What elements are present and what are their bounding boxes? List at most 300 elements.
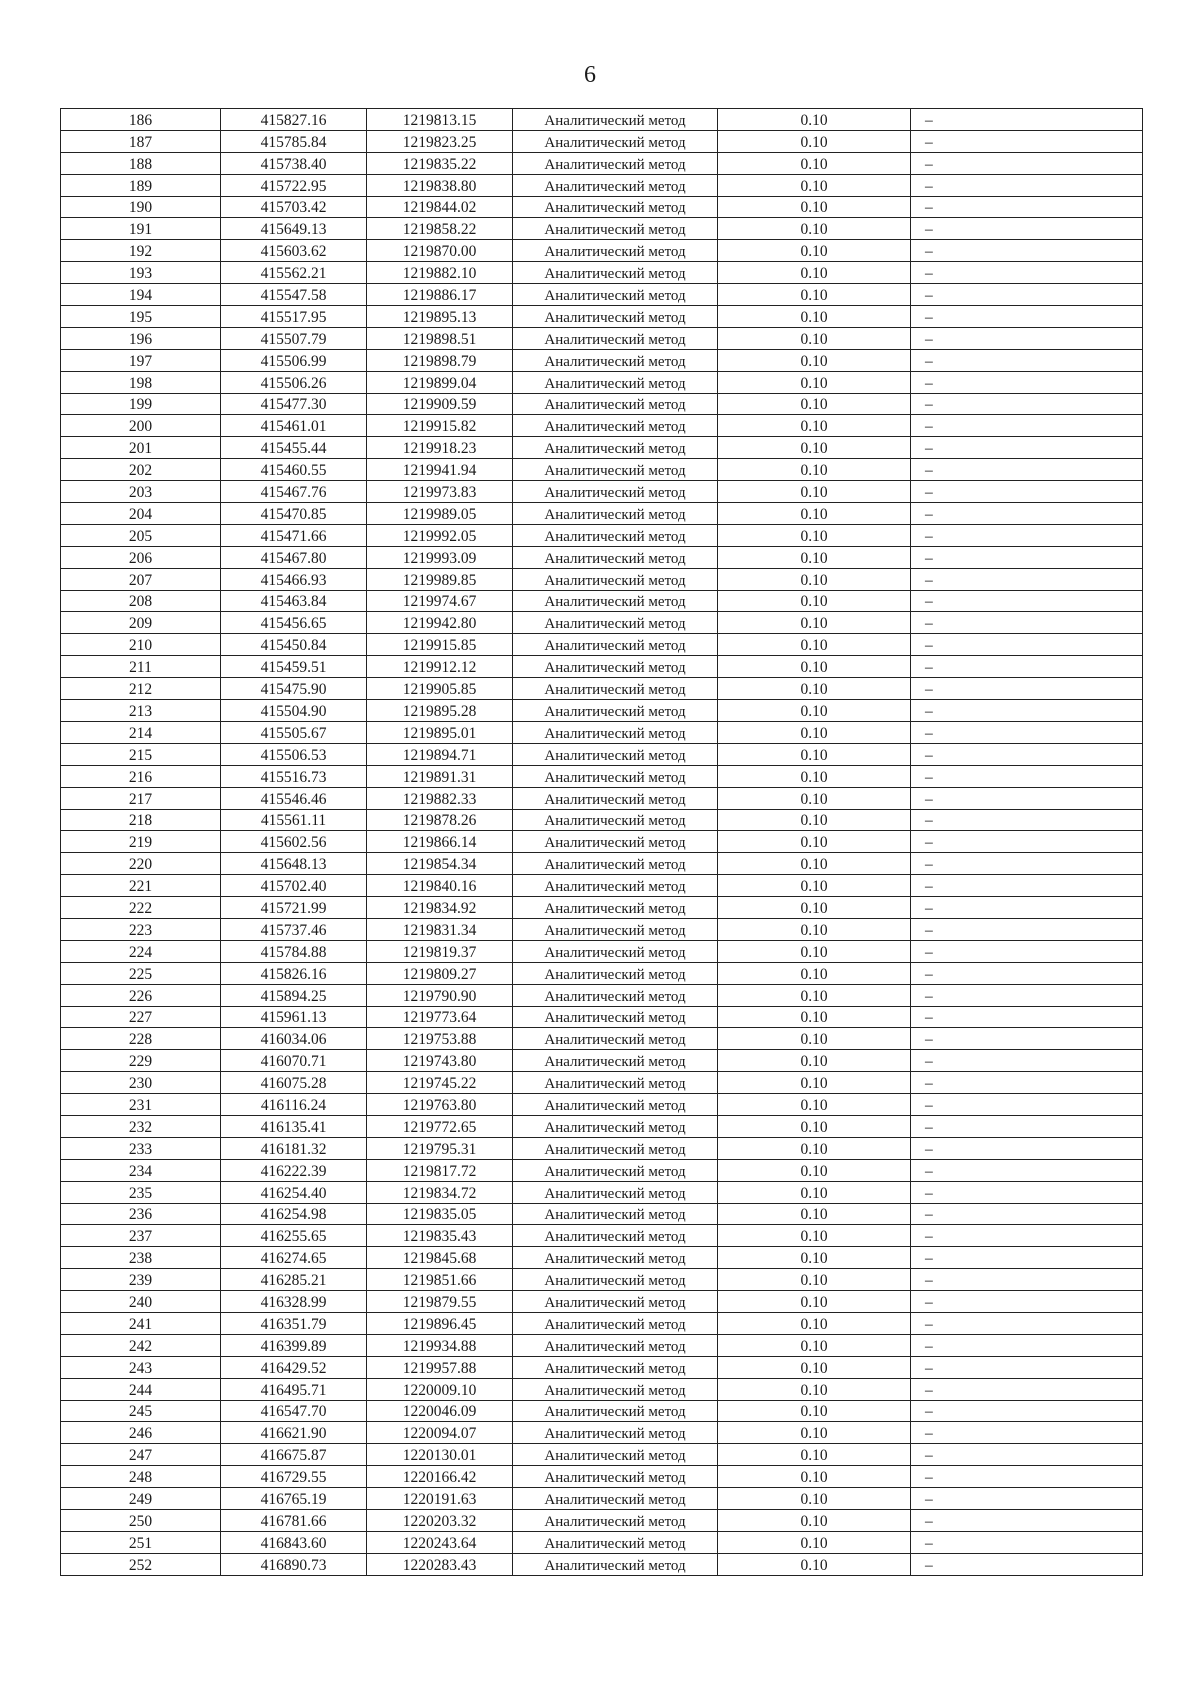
note-cell: – xyxy=(911,1050,1143,1072)
point-number-cell: 219 xyxy=(61,831,221,853)
note-cell: – xyxy=(911,546,1143,568)
note-cell: – xyxy=(911,109,1143,131)
note-cell: – xyxy=(911,1072,1143,1094)
accuracy-cell: 0.10 xyxy=(718,1094,911,1116)
method-cell: Аналитический метод xyxy=(513,218,718,240)
y-coordinate-cell: 1219941.94 xyxy=(367,459,513,481)
accuracy-cell: 0.10 xyxy=(718,787,911,809)
method-cell: Аналитический метод xyxy=(513,306,718,328)
table-row xyxy=(61,787,1143,809)
accuracy-cell: 0.10 xyxy=(718,437,911,459)
method-cell: Аналитический метод xyxy=(513,1094,718,1116)
x-coordinate-cell: 415450.84 xyxy=(221,634,367,656)
y-coordinate-cell: 1219894.71 xyxy=(367,743,513,765)
note-cell: – xyxy=(911,1531,1143,1553)
method-cell: Аналитический метод xyxy=(513,1378,718,1400)
accuracy-cell: 0.10 xyxy=(718,962,911,984)
point-number-cell: 236 xyxy=(61,1203,221,1225)
point-number-cell: 208 xyxy=(61,590,221,612)
point-number-cell: 251 xyxy=(61,1531,221,1553)
method-cell: Аналитический метод xyxy=(513,1510,718,1532)
point-number-cell: 225 xyxy=(61,962,221,984)
point-number-cell: 211 xyxy=(61,656,221,678)
page-number: 6 xyxy=(584,62,596,88)
accuracy-cell: 0.10 xyxy=(718,1028,911,1050)
point-number-cell: 195 xyxy=(61,306,221,328)
accuracy-cell: 0.10 xyxy=(718,1006,911,1028)
x-coordinate-cell: 415461.01 xyxy=(221,415,367,437)
x-coordinate-cell: 416285.21 xyxy=(221,1269,367,1291)
table-row xyxy=(61,743,1143,765)
x-coordinate-cell: 416116.24 xyxy=(221,1094,367,1116)
accuracy-cell: 0.10 xyxy=(718,700,911,722)
method-cell: Аналитический метод xyxy=(513,1488,718,1510)
point-number-cell: 190 xyxy=(61,196,221,218)
y-coordinate-cell: 1219891.31 xyxy=(367,765,513,787)
x-coordinate-cell: 415649.13 xyxy=(221,218,367,240)
accuracy-cell: 0.10 xyxy=(718,897,911,919)
point-number-cell: 224 xyxy=(61,940,221,962)
y-coordinate-cell: 1219918.23 xyxy=(367,437,513,459)
point-number-cell: 209 xyxy=(61,612,221,634)
note-cell: – xyxy=(911,1488,1143,1510)
note-cell: – xyxy=(911,1181,1143,1203)
table-row xyxy=(61,1312,1143,1334)
x-coordinate-cell: 415702.40 xyxy=(221,875,367,897)
accuracy-cell: 0.10 xyxy=(718,546,911,568)
table-row xyxy=(61,349,1143,371)
point-number-cell: 186 xyxy=(61,109,221,131)
method-cell: Аналитический метод xyxy=(513,1028,718,1050)
y-coordinate-cell: 1220243.64 xyxy=(367,1531,513,1553)
x-coordinate-cell: 416034.06 xyxy=(221,1028,367,1050)
x-coordinate-cell: 415459.51 xyxy=(221,656,367,678)
accuracy-cell: 0.10 xyxy=(718,765,911,787)
x-coordinate-cell: 416254.98 xyxy=(221,1203,367,1225)
point-number-cell: 252 xyxy=(61,1553,221,1575)
table-row xyxy=(61,1466,1143,1488)
y-coordinate-cell: 1219790.90 xyxy=(367,984,513,1006)
coordinates-table xyxy=(60,108,1143,1576)
point-number-cell: 228 xyxy=(61,1028,221,1050)
method-cell: Аналитический метод xyxy=(513,853,718,875)
x-coordinate-cell: 415471.66 xyxy=(221,524,367,546)
point-number-cell: 231 xyxy=(61,1094,221,1116)
method-cell: Аналитический метод xyxy=(513,1356,718,1378)
note-cell: – xyxy=(911,1137,1143,1159)
accuracy-cell: 0.10 xyxy=(718,1488,911,1510)
x-coordinate-cell: 416181.32 xyxy=(221,1137,367,1159)
accuracy-cell: 0.10 xyxy=(718,524,911,546)
x-coordinate-cell: 415737.46 xyxy=(221,918,367,940)
x-coordinate-cell: 415504.90 xyxy=(221,700,367,722)
point-number-cell: 198 xyxy=(61,371,221,393)
y-coordinate-cell: 1219974.67 xyxy=(367,590,513,612)
y-coordinate-cell: 1219993.09 xyxy=(367,546,513,568)
table-row xyxy=(61,656,1143,678)
table-row xyxy=(61,634,1143,656)
point-number-cell: 233 xyxy=(61,1137,221,1159)
y-coordinate-cell: 1219957.88 xyxy=(367,1356,513,1378)
note-cell: – xyxy=(911,809,1143,831)
x-coordinate-cell: 415517.95 xyxy=(221,306,367,328)
x-coordinate-cell: 416843.60 xyxy=(221,1531,367,1553)
accuracy-cell: 0.10 xyxy=(718,678,911,700)
accuracy-cell: 0.10 xyxy=(718,327,911,349)
method-cell: Аналитический метод xyxy=(513,590,718,612)
y-coordinate-cell: 1220130.01 xyxy=(367,1444,513,1466)
y-coordinate-cell: 1219844.02 xyxy=(367,196,513,218)
table-row xyxy=(61,196,1143,218)
accuracy-cell: 0.10 xyxy=(718,349,911,371)
table-row xyxy=(61,371,1143,393)
accuracy-cell: 0.10 xyxy=(718,1291,911,1313)
table-row xyxy=(61,1203,1143,1225)
x-coordinate-cell: 415516.73 xyxy=(221,765,367,787)
y-coordinate-cell: 1219896.45 xyxy=(367,1312,513,1334)
accuracy-cell: 0.10 xyxy=(718,568,911,590)
point-number-cell: 202 xyxy=(61,459,221,481)
y-coordinate-cell: 1219912.12 xyxy=(367,656,513,678)
note-cell: – xyxy=(911,787,1143,809)
y-coordinate-cell: 1219838.80 xyxy=(367,174,513,196)
point-number-cell: 226 xyxy=(61,984,221,1006)
point-number-cell: 218 xyxy=(61,809,221,831)
table-row xyxy=(61,1422,1143,1444)
method-cell: Аналитический метод xyxy=(513,1269,718,1291)
note-cell: – xyxy=(911,1444,1143,1466)
accuracy-cell: 0.10 xyxy=(718,262,911,284)
table-row xyxy=(61,306,1143,328)
point-number-cell: 245 xyxy=(61,1400,221,1422)
table-row xyxy=(61,130,1143,152)
table-row xyxy=(61,546,1143,568)
note-cell: – xyxy=(911,875,1143,897)
table-row xyxy=(61,1510,1143,1532)
y-coordinate-cell: 1220046.09 xyxy=(367,1400,513,1422)
y-coordinate-cell: 1219905.85 xyxy=(367,678,513,700)
point-number-cell: 222 xyxy=(61,897,221,919)
point-number-cell: 189 xyxy=(61,174,221,196)
note-cell: – xyxy=(911,1203,1143,1225)
accuracy-cell: 0.10 xyxy=(718,1334,911,1356)
method-cell: Аналитический метод xyxy=(513,349,718,371)
accuracy-cell: 0.10 xyxy=(718,459,911,481)
x-coordinate-cell: 415562.21 xyxy=(221,262,367,284)
y-coordinate-cell: 1219915.85 xyxy=(367,634,513,656)
note-cell: – xyxy=(911,524,1143,546)
point-number-cell: 204 xyxy=(61,503,221,525)
point-number-cell: 247 xyxy=(61,1444,221,1466)
point-number-cell: 223 xyxy=(61,918,221,940)
note-cell: – xyxy=(911,918,1143,940)
method-cell: Аналитический метод xyxy=(513,721,718,743)
x-coordinate-cell: 416781.66 xyxy=(221,1510,367,1532)
method-cell: Аналитический метод xyxy=(513,1072,718,1094)
accuracy-cell: 0.10 xyxy=(718,1466,911,1488)
x-coordinate-cell: 415826.16 xyxy=(221,962,367,984)
accuracy-cell: 0.10 xyxy=(718,1203,911,1225)
note-cell: – xyxy=(911,1422,1143,1444)
method-cell: Аналитический метод xyxy=(513,809,718,831)
x-coordinate-cell: 415455.44 xyxy=(221,437,367,459)
note-cell: – xyxy=(911,612,1143,634)
table-row xyxy=(61,875,1143,897)
point-number-cell: 200 xyxy=(61,415,221,437)
y-coordinate-cell: 1219870.00 xyxy=(367,240,513,262)
table-row xyxy=(61,1115,1143,1137)
y-coordinate-cell: 1219895.13 xyxy=(367,306,513,328)
point-number-cell: 229 xyxy=(61,1050,221,1072)
point-number-cell: 227 xyxy=(61,1006,221,1028)
x-coordinate-cell: 416255.65 xyxy=(221,1225,367,1247)
table-row xyxy=(61,1028,1143,1050)
point-number-cell: 203 xyxy=(61,481,221,503)
y-coordinate-cell: 1219745.22 xyxy=(367,1072,513,1094)
method-cell: Аналитический метод xyxy=(513,1312,718,1334)
accuracy-cell: 0.10 xyxy=(718,853,911,875)
method-cell: Аналитический метод xyxy=(513,1334,718,1356)
y-coordinate-cell: 1219899.04 xyxy=(367,371,513,393)
y-coordinate-cell: 1220094.07 xyxy=(367,1422,513,1444)
y-coordinate-cell: 1219898.79 xyxy=(367,349,513,371)
note-cell: – xyxy=(911,1510,1143,1532)
accuracy-cell: 0.10 xyxy=(718,1312,911,1334)
table-row xyxy=(61,1159,1143,1181)
y-coordinate-cell: 1219882.10 xyxy=(367,262,513,284)
y-coordinate-cell: 1220191.63 xyxy=(367,1488,513,1510)
y-coordinate-cell: 1219831.34 xyxy=(367,918,513,940)
method-cell: Аналитический метод xyxy=(513,152,718,174)
point-number-cell: 188 xyxy=(61,152,221,174)
x-coordinate-cell: 415603.62 xyxy=(221,240,367,262)
accuracy-cell: 0.10 xyxy=(718,1531,911,1553)
accuracy-cell: 0.10 xyxy=(718,130,911,152)
table-row xyxy=(61,831,1143,853)
method-cell: Аналитический метод xyxy=(513,743,718,765)
accuracy-cell: 0.10 xyxy=(718,1444,911,1466)
x-coordinate-cell: 415456.65 xyxy=(221,612,367,634)
point-number-cell: 191 xyxy=(61,218,221,240)
table-row xyxy=(61,503,1143,525)
accuracy-cell: 0.10 xyxy=(718,984,911,1006)
x-coordinate-cell: 415505.67 xyxy=(221,721,367,743)
x-coordinate-cell: 415827.16 xyxy=(221,109,367,131)
method-cell: Аналитический метод xyxy=(513,1531,718,1553)
x-coordinate-cell: 415460.55 xyxy=(221,459,367,481)
y-coordinate-cell: 1219895.01 xyxy=(367,721,513,743)
y-coordinate-cell: 1219909.59 xyxy=(367,393,513,415)
y-coordinate-cell: 1220009.10 xyxy=(367,1378,513,1400)
method-cell: Аналитический метод xyxy=(513,940,718,962)
note-cell: – xyxy=(911,327,1143,349)
y-coordinate-cell: 1219898.51 xyxy=(367,327,513,349)
point-number-cell: 234 xyxy=(61,1159,221,1181)
x-coordinate-cell: 415703.42 xyxy=(221,196,367,218)
y-coordinate-cell: 1219763.80 xyxy=(367,1094,513,1116)
x-coordinate-cell: 415648.13 xyxy=(221,853,367,875)
point-number-cell: 216 xyxy=(61,765,221,787)
method-cell: Аналитический метод xyxy=(513,765,718,787)
accuracy-cell: 0.10 xyxy=(718,1510,911,1532)
point-number-cell: 196 xyxy=(61,327,221,349)
note-cell: – xyxy=(911,897,1143,919)
note-cell: – xyxy=(911,743,1143,765)
y-coordinate-cell: 1219851.66 xyxy=(367,1269,513,1291)
note-cell: – xyxy=(911,1094,1143,1116)
point-number-cell: 243 xyxy=(61,1356,221,1378)
accuracy-cell: 0.10 xyxy=(718,1225,911,1247)
method-cell: Аналитический метод xyxy=(513,634,718,656)
x-coordinate-cell: 415506.53 xyxy=(221,743,367,765)
method-cell: Аналитический метод xyxy=(513,284,718,306)
method-cell: Аналитический метод xyxy=(513,1006,718,1028)
method-cell: Аналитический метод xyxy=(513,481,718,503)
point-number-cell: 237 xyxy=(61,1225,221,1247)
method-cell: Аналитический метод xyxy=(513,656,718,678)
y-coordinate-cell: 1219845.68 xyxy=(367,1247,513,1269)
note-cell: – xyxy=(911,1247,1143,1269)
point-number-cell: 194 xyxy=(61,284,221,306)
method-cell: Аналитический метод xyxy=(513,1181,718,1203)
y-coordinate-cell: 1220283.43 xyxy=(367,1553,513,1575)
table-row xyxy=(61,1444,1143,1466)
note-cell: – xyxy=(911,130,1143,152)
x-coordinate-cell: 416547.70 xyxy=(221,1400,367,1422)
table-row xyxy=(61,700,1143,722)
table-row xyxy=(61,109,1143,131)
x-coordinate-cell: 415463.84 xyxy=(221,590,367,612)
method-cell: Аналитический метод xyxy=(513,568,718,590)
method-cell: Аналитический метод xyxy=(513,787,718,809)
table-row xyxy=(61,1006,1143,1028)
y-coordinate-cell: 1220166.42 xyxy=(367,1466,513,1488)
table-row xyxy=(61,612,1143,634)
method-cell: Аналитический метод xyxy=(513,831,718,853)
table-row xyxy=(61,524,1143,546)
x-coordinate-cell: 415722.95 xyxy=(221,174,367,196)
table-row xyxy=(61,174,1143,196)
accuracy-cell: 0.10 xyxy=(718,721,911,743)
y-coordinate-cell: 1219834.92 xyxy=(367,897,513,919)
note-cell: – xyxy=(911,1378,1143,1400)
method-cell: Аналитический метод xyxy=(513,612,718,634)
note-cell: – xyxy=(911,481,1143,503)
point-number-cell: 207 xyxy=(61,568,221,590)
table-row xyxy=(61,1050,1143,1072)
table-row xyxy=(61,437,1143,459)
x-coordinate-cell: 416328.99 xyxy=(221,1291,367,1313)
table-row xyxy=(61,262,1143,284)
point-number-cell: 242 xyxy=(61,1334,221,1356)
x-coordinate-cell: 416729.55 xyxy=(221,1466,367,1488)
point-number-cell: 230 xyxy=(61,1072,221,1094)
accuracy-cell: 0.10 xyxy=(718,1137,911,1159)
x-coordinate-cell: 416399.89 xyxy=(221,1334,367,1356)
accuracy-cell: 0.10 xyxy=(718,1072,911,1094)
note-cell: – xyxy=(911,590,1143,612)
x-coordinate-cell: 415721.99 xyxy=(221,897,367,919)
y-coordinate-cell: 1219992.05 xyxy=(367,524,513,546)
note-cell: – xyxy=(911,174,1143,196)
accuracy-cell: 0.10 xyxy=(718,1553,911,1575)
point-number-cell: 249 xyxy=(61,1488,221,1510)
note-cell: – xyxy=(911,678,1143,700)
y-coordinate-cell: 1219858.22 xyxy=(367,218,513,240)
accuracy-cell: 0.10 xyxy=(718,196,911,218)
point-number-cell: 197 xyxy=(61,349,221,371)
note-cell: – xyxy=(911,1312,1143,1334)
method-cell: Аналитический метод xyxy=(513,327,718,349)
accuracy-cell: 0.10 xyxy=(718,306,911,328)
y-coordinate-cell: 1219795.31 xyxy=(367,1137,513,1159)
point-number-cell: 210 xyxy=(61,634,221,656)
accuracy-cell: 0.10 xyxy=(718,481,911,503)
table-row xyxy=(61,152,1143,174)
note-cell: – xyxy=(911,1225,1143,1247)
table-row xyxy=(61,678,1143,700)
note-cell: – xyxy=(911,634,1143,656)
table-row xyxy=(61,327,1143,349)
note-cell: – xyxy=(911,765,1143,787)
accuracy-cell: 0.10 xyxy=(718,831,911,853)
note-cell: – xyxy=(911,1115,1143,1137)
table-row xyxy=(61,393,1143,415)
note-cell: – xyxy=(911,349,1143,371)
point-number-cell: 235 xyxy=(61,1181,221,1203)
table-row xyxy=(61,481,1143,503)
method-cell: Аналитический метод xyxy=(513,437,718,459)
method-cell: Аналитический метод xyxy=(513,1422,718,1444)
point-number-cell: 192 xyxy=(61,240,221,262)
method-cell: Аналитический метод xyxy=(513,1225,718,1247)
x-coordinate-cell: 415470.85 xyxy=(221,503,367,525)
note-cell: – xyxy=(911,1006,1143,1028)
note-cell: – xyxy=(911,1028,1143,1050)
accuracy-cell: 0.10 xyxy=(718,612,911,634)
accuracy-cell: 0.10 xyxy=(718,918,911,940)
table-row xyxy=(61,218,1143,240)
table-row xyxy=(61,415,1143,437)
method-cell: Аналитический метод xyxy=(513,459,718,481)
method-cell: Аналитический метод xyxy=(513,546,718,568)
x-coordinate-cell: 416351.79 xyxy=(221,1312,367,1334)
x-coordinate-cell: 415602.56 xyxy=(221,831,367,853)
table-row xyxy=(61,1137,1143,1159)
table-row xyxy=(61,984,1143,1006)
method-cell: Аналитический метод xyxy=(513,1466,718,1488)
method-cell: Аналитический метод xyxy=(513,918,718,940)
y-coordinate-cell: 1219895.28 xyxy=(367,700,513,722)
x-coordinate-cell: 415467.76 xyxy=(221,481,367,503)
x-coordinate-cell: 415467.80 xyxy=(221,546,367,568)
note-cell: – xyxy=(911,1269,1143,1291)
note-cell: – xyxy=(911,656,1143,678)
point-number-cell: 187 xyxy=(61,130,221,152)
table-row xyxy=(61,765,1143,787)
y-coordinate-cell: 1219915.82 xyxy=(367,415,513,437)
x-coordinate-cell: 415477.30 xyxy=(221,393,367,415)
y-coordinate-cell: 1219878.26 xyxy=(367,809,513,831)
note-cell: – xyxy=(911,721,1143,743)
table-row xyxy=(61,1356,1143,1378)
table-row xyxy=(61,1072,1143,1094)
table-row xyxy=(61,1181,1143,1203)
accuracy-cell: 0.10 xyxy=(718,284,911,306)
point-number-cell: 250 xyxy=(61,1510,221,1532)
y-coordinate-cell: 1219809.27 xyxy=(367,962,513,984)
y-coordinate-cell: 1219772.65 xyxy=(367,1115,513,1137)
